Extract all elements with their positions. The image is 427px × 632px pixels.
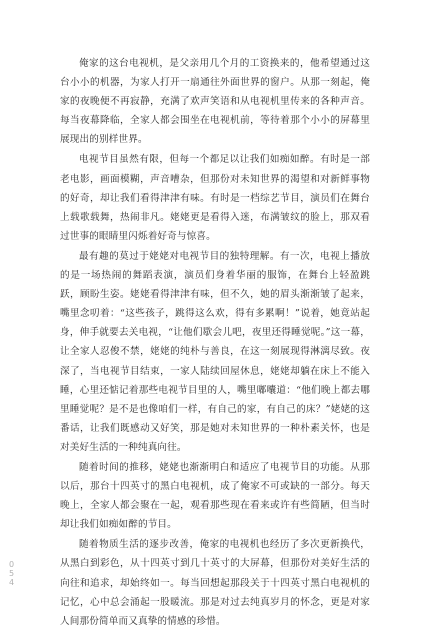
page-number: 054 (7, 560, 16, 587)
paragraph-4: 随着时间的推移，姥姥也渐渐明白和适应了电视节目的功能。从那以后，那台十四英寸的黑白电视机，成了俺家不可或缺的一部分。每天晚上，全家人都会聚在一起，观看那些现在看来或许有些简陋，但当时却让我们如痴如醉的节目。 (60, 461, 370, 531)
paragraph-3: 最有趣的莫过于姥姥对电视节目的独特理解。有一次，电视上播放的是一场热闹的舞蹈表演，演员们身着华丽的服饰，在舞台上轻盈跳跃，顾盼生姿。姥姥看得津津有味，但不久，她的眉头渐渐皱了起来，嘴里念叨着：“这些孩子，跳得这么欢，得有多累啊！”说着，她竟站起身，伸手就要去关电视，“让他们歇会儿吧，夜里还得睡觉呢。”这一幕，让全家人忍俊不禁，姥姥的纯朴与善良，在这一刻展现得淋漓尽致。夜深了，当电视节目结束，一家人陆续回屋休息，姥姥却躺在床上不能入睡，心里还惦记着那些电视节目里的人，嘴里嘟囔道：“他们晚上都去哪里睡觉呢？是不是也像咱们一样，有自己的家，有自己的床？”姥姥的这番话，让我们既感动又好笑，那是她对未知世界的一种朴素关怀，也是对美好生活的一种纯真向往。 (60, 250, 370, 453)
paragraph-1: 俺家的这台电视机，是父亲用几个月的工资换来的，他希望通过这台小小的机器，为家人打开一扇通往外面世界的窗户。从那一刻起，俺家的夜晚便不再寂静，充满了欢声笑语和从电视机里传来的各种声音。每当夜幕降临，全家人都会围坐在电视机前，等待着那个小小的屏幕里展现出的别样世界。 (60, 58, 370, 146)
body-text (60, 54, 370, 632)
paragraph-2: 电视节目虽然有限，但每一个都足以让我们如痴如醉。有时是一部老电影，画面模糊，声音嘈杂，但那份对未知世界的渴望和对新鲜事物的好奇，却让我们看得津津有味。有时是一档综艺节目，演员们在舞台上载歌载舞，热闹非凡。姥姥更是看得入迷，布满皱纹的脸上，那双看过世事的眼睛里闪烁着好奇与惊喜。 (60, 154, 370, 242)
paragraph-5: 随着物质生活的逐步改善，俺家的电视机也经历了多次更新换代，从黑白到彩色，从十四英寸到几十英寸的大屏幕，但那份对美好生活的向往和追求，却始终如一。每当回想起那段关于十四英寸黑白电视机的记忆，心中总会涌起一股暖流。那是对过去纯真岁月的怀念，更是对家人间那份简单而又真挚的情感的珍惜。 (60, 539, 370, 627)
